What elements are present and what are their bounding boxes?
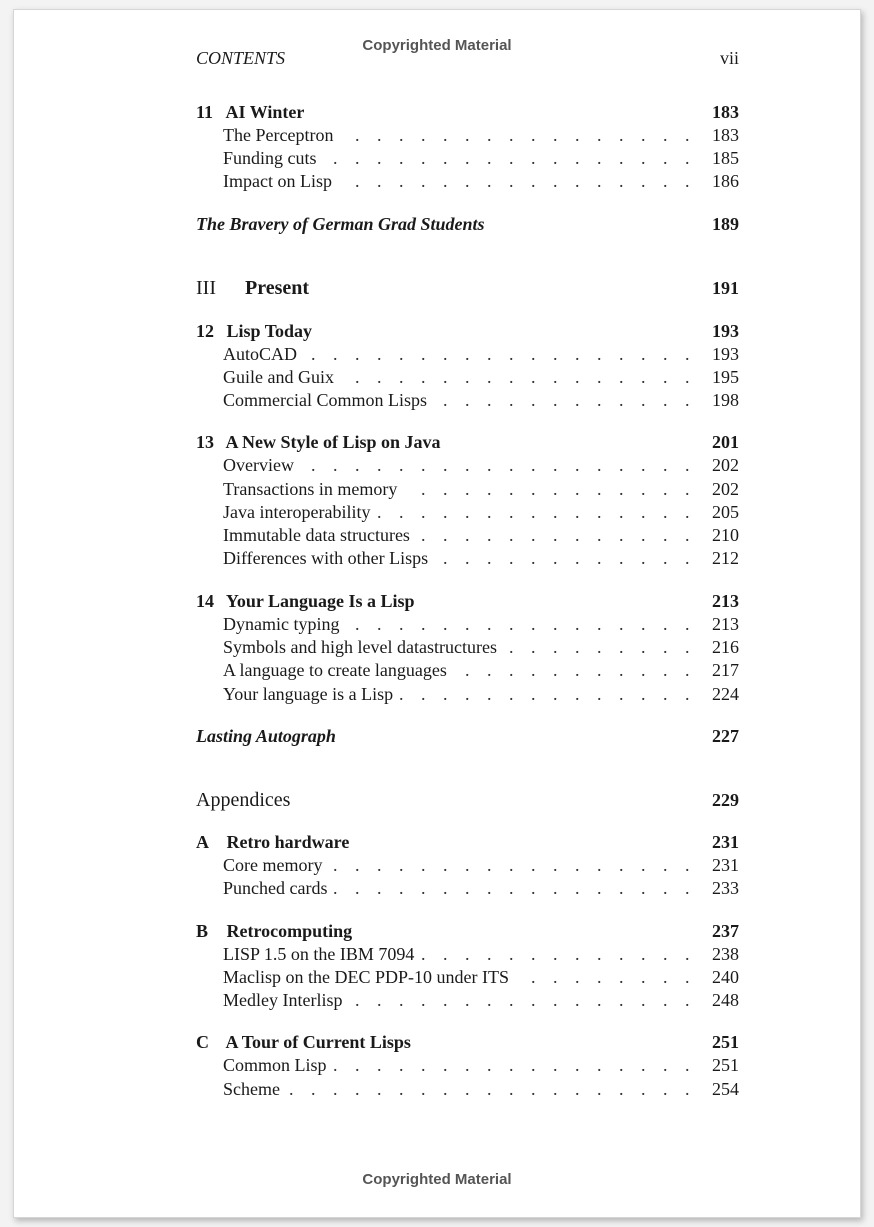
toc-section[interactable]	[223, 942, 739, 966]
toc-section[interactable]	[223, 853, 739, 877]
toc-appendix-c[interactable]	[196, 1030, 739, 1054]
page-number: 251	[712, 1032, 739, 1052]
section-title: Scheme	[223, 1079, 286, 1099]
page-number: 213	[708, 612, 739, 636]
page-number: 229	[712, 790, 739, 810]
page-number: 233	[708, 876, 739, 900]
toc-section[interactable]	[223, 876, 739, 900]
toc-section[interactable]	[223, 453, 739, 477]
page-number: 231	[712, 832, 739, 852]
chapter-title: AI Winter	[225, 102, 305, 122]
page-number: 216	[708, 635, 739, 659]
appendix-letter: A	[196, 832, 209, 852]
page-number: 191	[712, 278, 739, 298]
section-title: Immutable data structures	[223, 525, 416, 545]
toc-appendix-b[interactable]	[196, 919, 739, 943]
section-title: Medley Interlisp	[223, 990, 348, 1010]
toc-section[interactable]	[223, 965, 739, 989]
section-title: Differences with other Lisps	[223, 548, 434, 568]
appendix-letter: B	[196, 921, 209, 941]
section-title: The Perceptron	[223, 125, 339, 145]
chapter-number: 13	[196, 432, 214, 452]
page-number: 251	[708, 1053, 739, 1077]
running-header	[196, 48, 739, 69]
appendix-letter: C	[196, 1032, 209, 1052]
toc-section[interactable]	[223, 388, 739, 412]
toc-section[interactable]	[223, 1053, 739, 1077]
appendices-title: Appendices	[196, 789, 291, 811]
page-number: 217	[708, 658, 739, 682]
page-number: 189	[712, 214, 739, 234]
toc-section[interactable]	[223, 635, 739, 659]
section-title: Punched cards	[223, 878, 333, 898]
toc-chapter-11[interactable]	[196, 100, 739, 124]
page-number: 240	[708, 965, 739, 989]
page-number: 205	[708, 500, 739, 524]
page-number: 210	[708, 523, 739, 547]
section-title: Java interoperability	[223, 502, 376, 522]
chapter-title: Your Language Is a Lisp	[225, 591, 415, 611]
page-number: 193	[708, 342, 739, 366]
toc-section[interactable]	[223, 612, 739, 636]
toc-section[interactable]	[223, 123, 739, 147]
interlude-title: The Bravery of German Grad Students	[196, 214, 485, 234]
watermark-bottom: Copyrighted Material	[362, 1171, 512, 1188]
page-number: 202	[708, 477, 739, 501]
running-header-title: CONTENTS	[196, 48, 286, 68]
section-title: Common Lisp	[223, 1055, 333, 1075]
page-number: 212	[708, 546, 739, 570]
toc-section[interactable]	[223, 342, 739, 366]
part-number: III	[196, 277, 216, 299]
chapter-number: 12	[196, 321, 214, 341]
toc-appendix-a[interactable]	[196, 830, 739, 854]
toc-section[interactable]	[223, 477, 739, 501]
section-title: Overview	[223, 455, 300, 475]
interlude-title: Lasting Autograph	[196, 726, 336, 746]
toc-interlude[interactable]	[196, 724, 739, 748]
toc-section[interactable]	[223, 658, 739, 682]
page-number: 202	[708, 453, 739, 477]
page-number: 186	[708, 169, 739, 193]
page-number: 213	[712, 591, 739, 611]
page-number: 193	[712, 321, 739, 341]
page-number: 195	[708, 365, 739, 389]
part-title: Present	[245, 277, 310, 299]
chapter-number: 14	[196, 591, 214, 611]
page-number: 238	[708, 942, 739, 966]
page-number: 231	[708, 853, 739, 877]
section-title: Commercial Common Lisps	[223, 390, 433, 410]
page-number: 201	[712, 432, 739, 452]
toc-section[interactable]	[223, 365, 739, 389]
toc-section[interactable]	[223, 169, 739, 193]
page-number: 227	[712, 726, 739, 746]
page-number: 185	[708, 146, 739, 170]
section-title: A language to create languages	[223, 660, 453, 680]
toc-section[interactable]	[223, 523, 739, 547]
page-number: 183	[712, 102, 739, 122]
section-title: Funding cuts	[223, 148, 323, 168]
toc-section[interactable]	[223, 146, 739, 170]
running-header-page-number: vii	[719, 48, 739, 68]
toc-chapter-14[interactable]	[196, 589, 739, 613]
toc-chapter-13[interactable]	[196, 430, 739, 454]
page-number: 183	[708, 123, 739, 147]
toc-chapter-12[interactable]	[196, 319, 739, 343]
section-title: Your language is a Lisp	[223, 684, 399, 704]
page-number: 248	[708, 988, 739, 1012]
page-number: 224	[708, 682, 739, 706]
section-title: Impact on Lisp	[223, 171, 338, 191]
appendix-title: Retro hardware	[226, 832, 350, 852]
page-number: 254	[708, 1077, 739, 1101]
toc-section[interactable]	[223, 988, 739, 1012]
chapter-title: A New Style of Lisp on Java	[225, 432, 441, 452]
toc-appendices[interactable]	[196, 788, 739, 812]
section-title: Guile and Guix	[223, 367, 340, 387]
page-number: 237	[712, 921, 739, 941]
section-title: Core memory	[223, 855, 328, 875]
section-title: Dynamic typing	[223, 614, 345, 634]
section-title: Symbols and high level datastructures	[223, 637, 503, 657]
chapter-number: 11	[196, 102, 214, 122]
toc-part[interactable]	[196, 276, 739, 300]
section-title: LISP 1.5 on the IBM 7094	[223, 944, 420, 964]
toc-section[interactable]	[223, 500, 739, 524]
toc-section[interactable]	[223, 546, 739, 570]
watermark-top: Copyrighted Material	[362, 37, 512, 54]
section-title: Maclisp on the DEC PDP-10 under ITS	[223, 967, 515, 987]
toc-section[interactable]	[223, 1077, 739, 1101]
chapter-title: Lisp Today	[226, 321, 313, 341]
section-title: AutoCAD	[223, 344, 303, 364]
toc-interlude[interactable]	[196, 212, 739, 236]
section-title: Transactions in memory	[223, 479, 403, 499]
toc-section[interactable]	[223, 682, 739, 706]
appendix-title: A Tour of Current Lisps	[225, 1032, 411, 1052]
page-number: 198	[708, 388, 739, 412]
appendix-title: Retrocomputing	[226, 921, 353, 941]
